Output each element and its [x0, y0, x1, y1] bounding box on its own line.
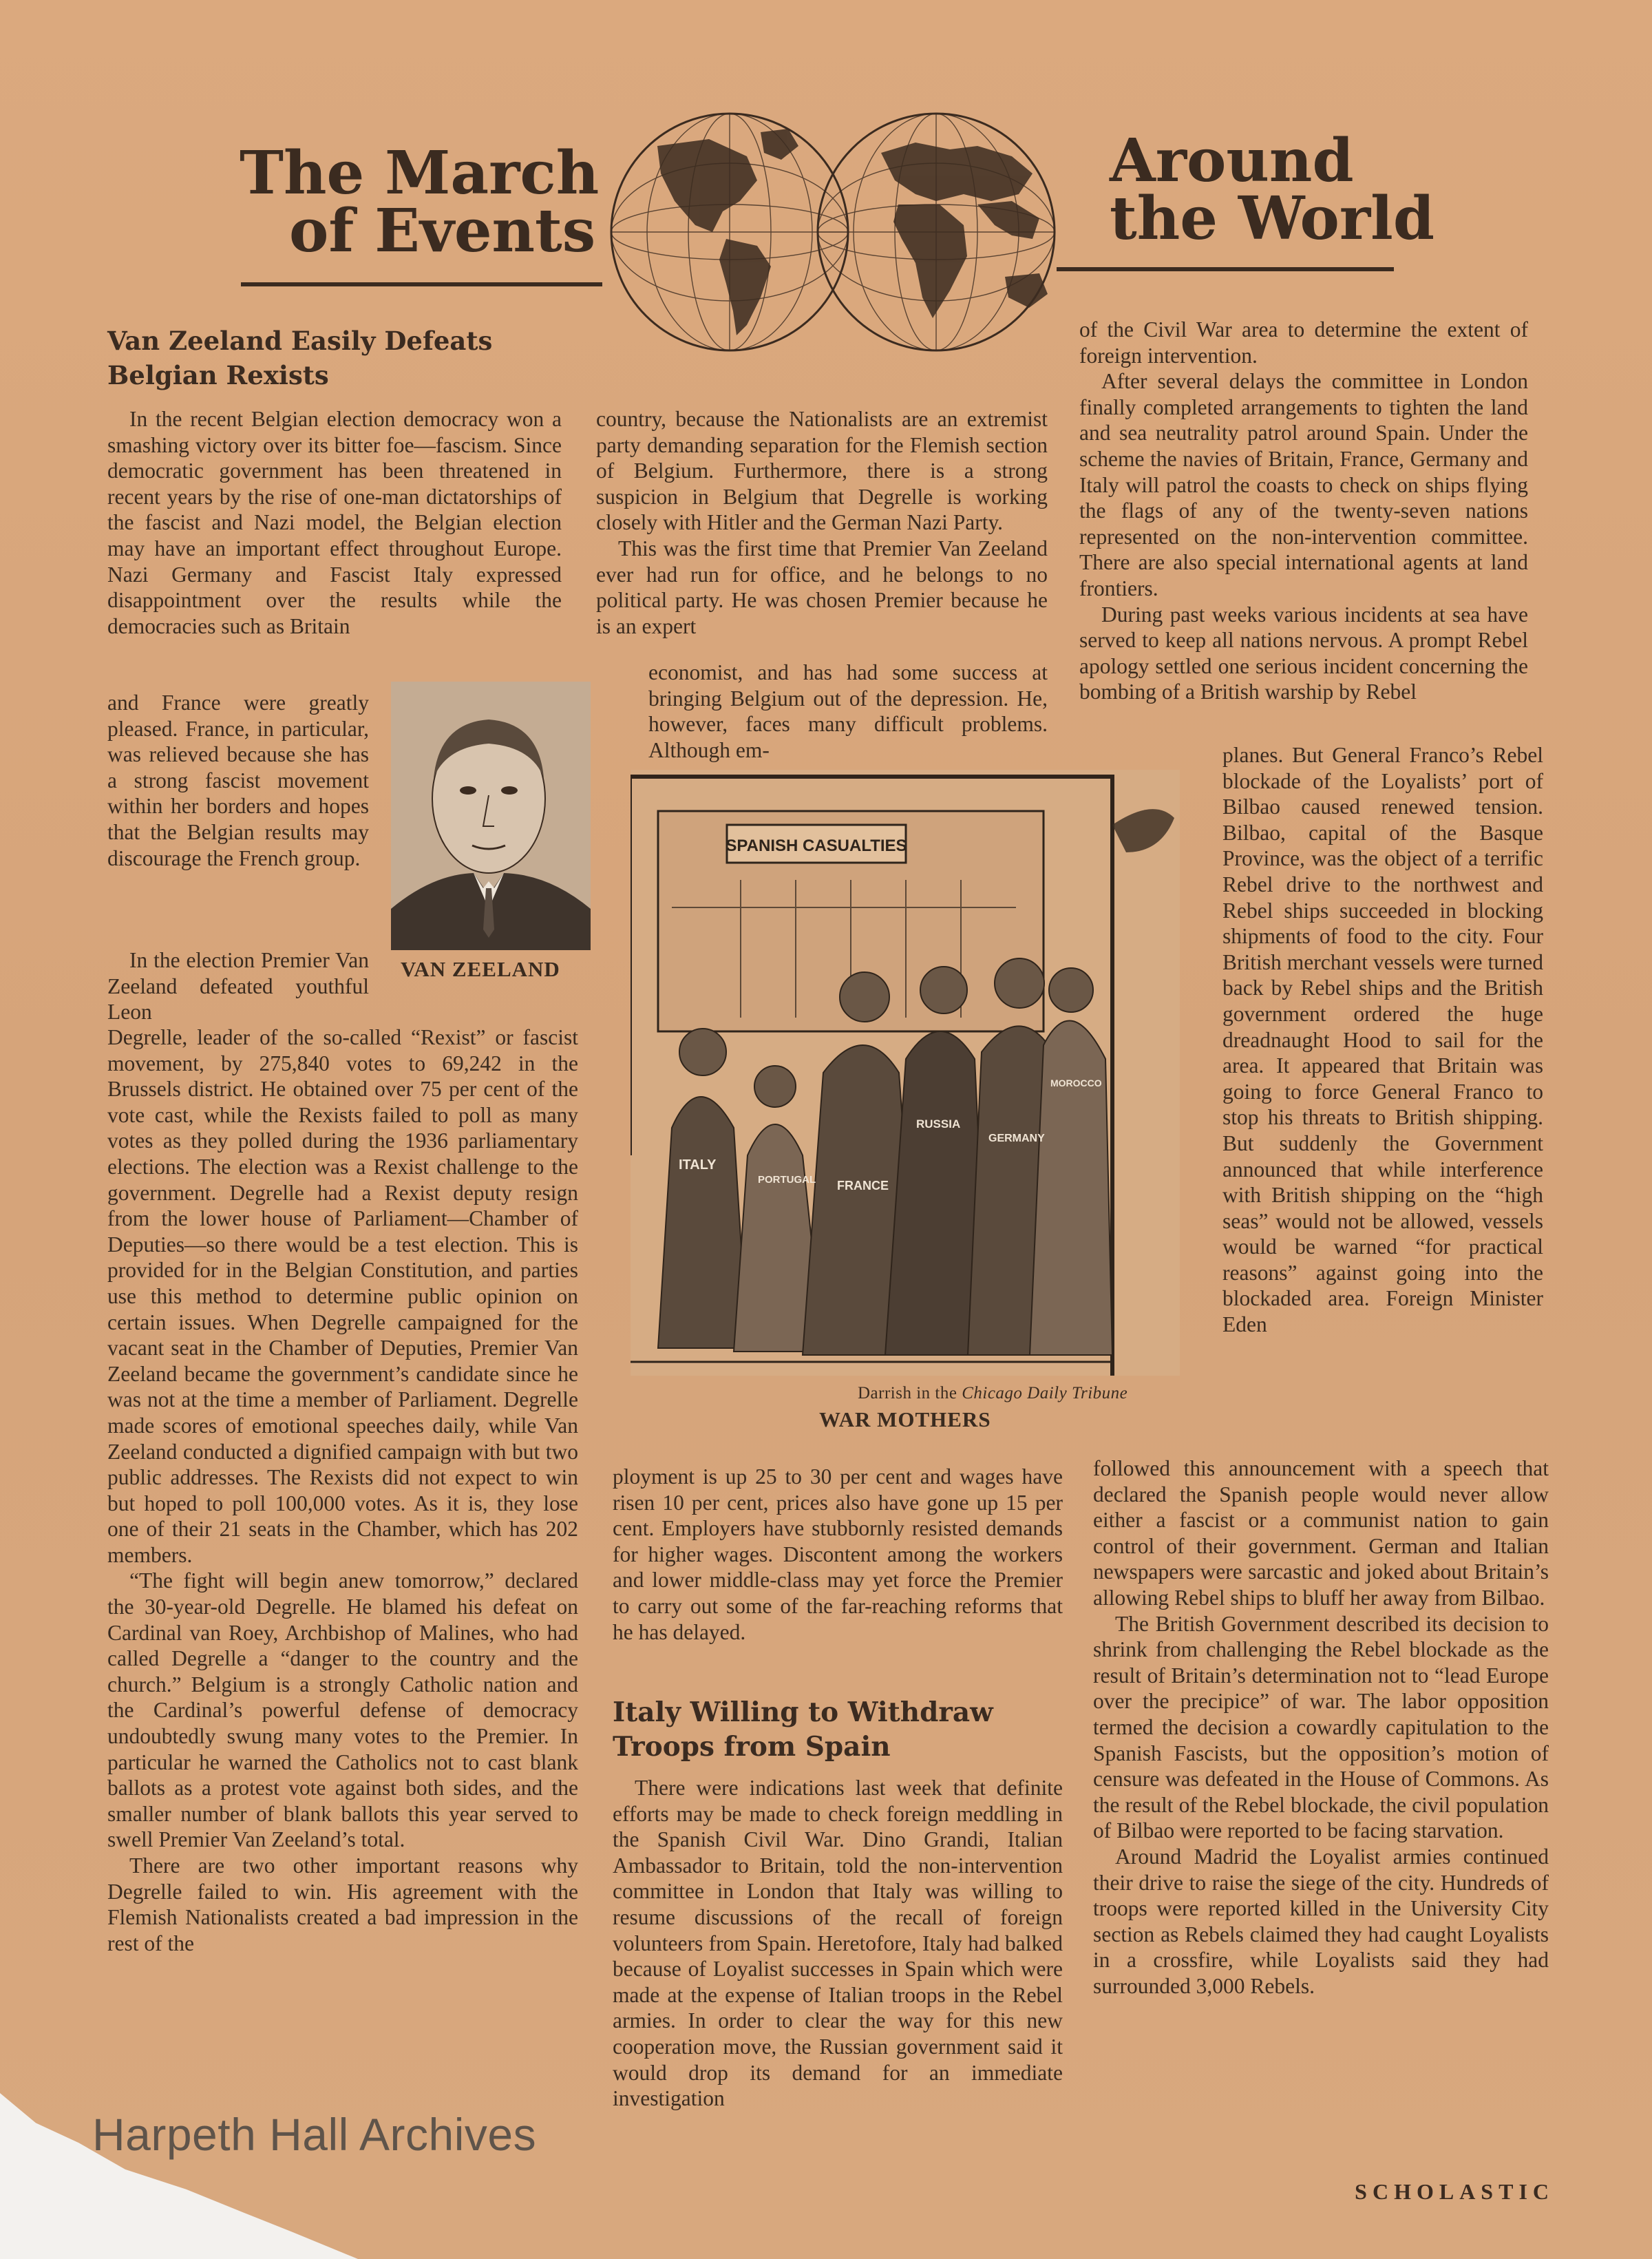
article2-headline [613, 1695, 993, 1764]
column-1-wrap [107, 690, 369, 947]
column-3-lower [1093, 1456, 1549, 2151]
war-mothers-cartoon [631, 770, 1180, 1376]
article1-col2-paragraph-2-wrap: economist, and has had some success at bringing Belgium out of the depression. He, however, faces many difficult problems. Although em- [648, 660, 1048, 762]
label-portugal: PORTUGAL [758, 1174, 816, 1186]
article1-paragraph-4: There are two other important reasons why Degrelle failed to win. His agreement with the Flemish Nationalists created a bad impression in the rest of the [107, 1853, 578, 1955]
article2-col3-paragraph-5: Around Madrid the Loyalist armies continued their drive to raise the siege of the city. Hundreds of troops were reported killed in the University City section as Rebels claimed they had caught Loyalists in a crossfire, while Loyalists said they had surrounded 3,000 Rebels. [1093, 1844, 1549, 1998]
van-zeeland-portrait [391, 682, 591, 950]
asia-landmass [977, 201, 1039, 239]
archive-watermark: Harpeth Hall Archives [92, 2109, 537, 2160]
column-1-wrap-2 [107, 947, 369, 1025]
masthead-right [1110, 126, 1434, 254]
article2-col3-paragraph-3-wrap: planes. But General Franco’s Rebel blockade of the Loyalists’ port of Bilbao caused renewed tension. Bilbao, capital of the Basque Province, was the object of a terrific Rebel drive to the northwest and Rebel ships succeeded in blocking shipments of food to the city. Four British merchant vessels were turned back by Rebel ships and the British government ordered the huge dreadnaught Hood to sail for the area. It appeared that Britain was going to force General Franco to stop his threats to British shipping. But suddenly the Government announced that while interference with British shipping on the “high seas” would not be allowed, vessels would be warned “for practical reasons” against going into the blockaded area. Foreign Minister Eden [1222, 743, 1543, 1337]
article2-column-2 [613, 1775, 1063, 2162]
article1-paragraph-1-wrap: and France were greatly pleased. France, in particular, was relieved because she has a strong fascist movement within her borders and hopes that the Belgian results may discourage the French group. [107, 691, 369, 870]
article1-paragraph-2: Degrelle, leader of the so-called “Rexist” or fascist movement, by 275,840 votes to 69,242 in the Brussels district. He obtained over 75 per cent of the vote cast, while the Rexists failed to poll as many votes as they polled during the 1936 parliamentary elections. The election was a Rexist challenge to the government. Degrelle had a Rexist deputy resign from the lower house of Parliament—Chamber of Deputies—so there would be a test election. This is provided for in the Belgian Constitution, and parties use this method to determine public opinion on certain issues. When Degrelle campaigned for the vacant seat in the Chamber of Deputies, Premier Van Zeeland became the government’s candidate since he was not at the time a member of Parliament. Degrelle made scores of emotional speeches daily, while Van Zeeland conducted a dignified campaign with but two public addresses. The Rexists did not expect to win but hoped to poll 100,000 votes. As it is, they lose one of their 21 seats in the Chamber, which has 202 members. [107, 1025, 578, 1567]
cartoon-caption: WAR MOTHERS [819, 1407, 991, 1431]
cartoon-credit-source: Chicago Daily Tribune [962, 1384, 1128, 1402]
article2-col3-paragraph-3-end: followed this announcement with a speech that declared the Spanish people would never allow either a fascist or a communist nation to gain control of their government. German and Italian newspapers were sarcastic and joked about Britain’s allowing Rebel ships to bluff her away from Bilbao. [1093, 1456, 1549, 1610]
figure-italy [658, 1097, 748, 1348]
masthead-left-line2: of Events [289, 196, 596, 266]
column-1-upper [107, 406, 562, 690]
article2-paragraph-1: There were indications last week that definite efforts may be made to check foreign meddling in the Spanish Civil War. Dino Grandi, Italian Ambassador to Britain, told the non-intervention committee in London that Italy was willing to resume discussions of the recall of foreign volunteers from Spain. Heretofore, Italy had balked because of Loyalist successes in Spain which were made at the expense of Italian troops in the Rebel armies. In order to clear the way for this new cooperation move, the Russian government said it would drop its demand for an immediate investigation [613, 1776, 1063, 2111]
column-3-upper [1079, 317, 1528, 742]
article1-paragraph-1: In the recent Belgian election democracy won a smashing victory over its bitter foe—fascism. Since democratic government has been threatened in recent years by the rise of one-man dictatorships of the fascist and Nazi model, the Belgian election may have an important effect throughout Europe. Nazi Germany and Fascist Italy expressed disappointment over the results while the democracies such as Britain [107, 407, 562, 638]
cartoon-credit [858, 1384, 1127, 1403]
masthead-left [240, 138, 600, 266]
article2-headline-line2: Troops from Spain [613, 1731, 891, 1763]
article1-col2-paragraph-2-end: ployment is up 25 to 30 per cent and wages have risen 10 per cent, prices also have gone up 15 per cent. Employers have stubbornly resisted demands for higher wages. Discontent among the workers and lower middle-class may yet force the Premier to carry out some of the far-reaching reforms that he has delayed. [613, 1464, 1063, 1644]
masthead-left-line1: The March [240, 138, 600, 208]
column-1-lower [107, 1025, 578, 2141]
portrait-illustration [391, 682, 591, 950]
publication-name: SCHOLASTIC [1355, 2179, 1554, 2204]
label-france: FRANCE [837, 1179, 889, 1192]
column-2-wrap [648, 660, 1048, 763]
column-2-upper [596, 406, 1048, 664]
article1-paragraph-3: “The fight will begin anew tomorrow,” declared the 30-year-old Degrelle. He blamed his defeat on Cardinal van Roey, Archbishop of Malines, who had called Degrelle a “danger to the country and the church.” Belgium is a strongly Catholic nation and the Cardinal’s powerful defense of democracy undoubtedly swung many votes to the Premier. In particular he warned the Catholics not to cast blank ballots as a protest vote against both sides, and the smaller number of blank ballots this year served to swell Premier Van Zeeland’s total. [107, 1568, 578, 1852]
column-2-lower [613, 1464, 1063, 1670]
article2-col3-paragraph-4: The British Government described its decision to shrink from challenging the Rebel blockade as the result of Britain’s determination not to “lead Europe over the precipice” of war. The labor opposition termed the decision a cowardly capitulation to the Spanish Fascists, but the opposition’s motion of censure was defeated in the House of Commons. As the result of the Rebel blockade, the civil population of Bilbao were reported to be facing starvation. [1093, 1611, 1549, 1843]
article1-headline-line1: Van Zeeland Easily Defeats [107, 326, 493, 356]
masthead-left-rule [241, 282, 602, 286]
cartoon-illustration [631, 770, 1180, 1376]
label-italy: ITALY [679, 1157, 717, 1173]
article2-headline-line1: Italy Willing to Withdraw [613, 1696, 993, 1728]
article2-col3-paragraph-3: During past weeks various incidents at sea have served to keep all nations nervous. A prompt Rebel apology settled one serious incident concerning the bombing of a British warship by Rebel [1079, 602, 1528, 704]
europe-landmass [881, 143, 1032, 201]
portrait-caption: VAN ZEELAND [401, 957, 560, 981]
masthead-right-rule [1057, 267, 1394, 271]
article1-col2-paragraph-2: This was the first time that Premier Van Zeeland ever had run for office, and he belongs to no political party. He was chosen Premier because he is an expert [596, 536, 1048, 638]
article1-headline [107, 324, 492, 392]
label-morocco: MOROCCO [1050, 1078, 1102, 1089]
globes-illustration [592, 91, 1074, 373]
column-3-wrap [1222, 742, 1543, 1456]
article1-paragraph-2-wrap: In the election Premier Van Zeeland defeated youthful Leon [107, 948, 369, 1025]
article2-col3-top: of the Civil War area to determine the extent of foreign intervention. [1079, 317, 1528, 368]
cartoon-sign-text: SPANISH CASUALTIES [726, 837, 907, 855]
south-america-landmass [719, 239, 771, 335]
figure-morocco [1030, 1020, 1112, 1355]
africa-landmass [893, 204, 967, 318]
article2-col3-paragraph-2: After several delays the committee in London finally completed arrangements to tighten the land and sea neutrality patrol around Spain. Under the scheme the navies of Britain, France, Germany and Italy will patrol the coasts to check on ships flying the flags of any of the twenty-seven nations represented on the non-intervention committee. There are also special international agents at land frontiers. [1079, 369, 1528, 600]
cartoon-credit-prefix: Darrish in the [858, 1384, 962, 1402]
article1-headline-line2: Belgian Rexists [107, 360, 329, 390]
label-germany: GERMANY [988, 1133, 1045, 1144]
article1-col2-paragraph-1: country, because the Nationalists are an extremist party demanding separation for the Flemish section of Belgium. Furthermore, there is a strong suspicion in Belgium that Degrelle is working closely with Hitler and the German Nazi Party. [596, 407, 1048, 535]
masthead-right-line1: Around [1110, 126, 1354, 196]
masthead-right-line2: the World [1110, 184, 1434, 254]
label-russia: RUSSIA [916, 1117, 961, 1131]
north-america-landmass [657, 139, 757, 232]
australia-landmass [1005, 273, 1048, 308]
